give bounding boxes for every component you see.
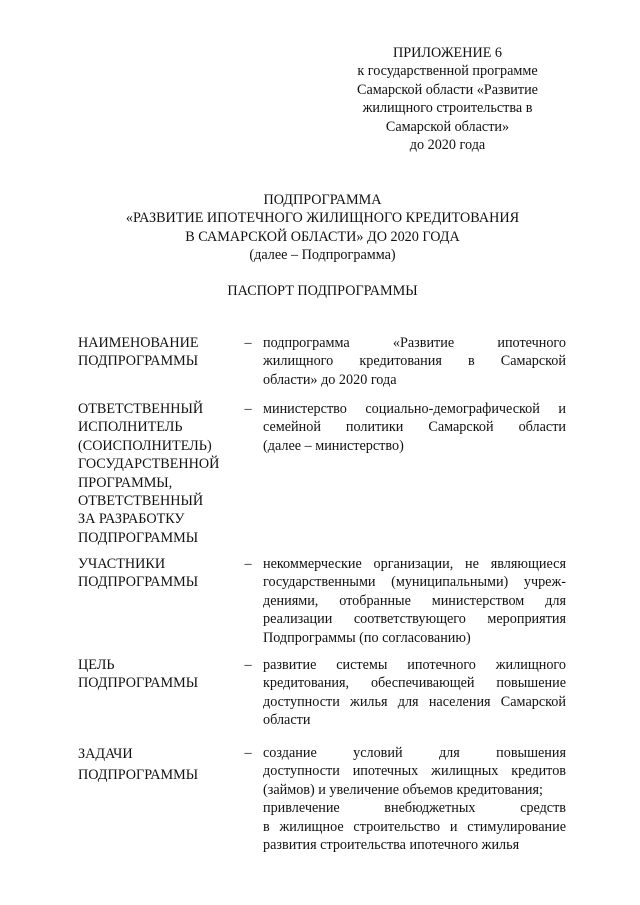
row-value-line: (далее – министерство) xyxy=(263,437,404,454)
row-label xyxy=(78,656,238,693)
row-dash: – xyxy=(244,335,252,351)
row-label-line: ЗА РАЗРАБОТКУ xyxy=(78,511,185,528)
row-label-line: ЗАДАЧИ xyxy=(78,746,133,762)
row-value-line: (займов) и увеличение объемов кредитования; xyxy=(263,781,543,798)
row-value-line: государственными (муниципальными) учреж- xyxy=(263,574,566,591)
row-value-line: развитие системы ипотечного жилищного xyxy=(263,657,566,673)
row-value-line: доступности жилья для населения Самарской xyxy=(263,693,566,710)
row-value-line: области xyxy=(263,712,311,729)
row-label-line: ПОДПРОГРАММЫ xyxy=(78,767,199,783)
row-label xyxy=(78,400,238,547)
row-dash: – xyxy=(244,401,252,417)
row-value-line: доступности ипотечных жилищных кредитов xyxy=(263,763,566,780)
row-label xyxy=(78,334,238,371)
row-value-line: министерство социально-демографической и xyxy=(263,401,566,417)
annex-line: Самарской области «Развитие xyxy=(357,81,538,98)
row-label-line: ПОДПРОГРАММЫ xyxy=(78,353,199,370)
annex-line: Самарской области» xyxy=(385,118,510,135)
row-value-line: реализации соответствующего мероприятия xyxy=(263,611,566,628)
row-value xyxy=(263,744,566,854)
row-label-line: НАИМЕНОВАНИЕ xyxy=(78,335,199,351)
row-value-line: дениями, отобранные министерством для xyxy=(263,592,566,609)
row-value xyxy=(263,555,566,647)
row-label-line: ЦЕЛЬ xyxy=(78,657,115,673)
row-dash: – xyxy=(244,556,252,572)
annex-line: к государственной программе xyxy=(357,63,538,80)
row-value-line: семейной политики Самарской области xyxy=(263,419,566,436)
row-label xyxy=(78,555,238,592)
row-label-line: ОТВЕТСТВЕННЫЙ xyxy=(78,401,204,417)
row-label-line: УЧАСТНИКИ xyxy=(78,556,166,572)
passport-heading: ПАСПОРТ ПОДПРОГРАММЫ xyxy=(227,283,418,299)
title-line: ПОДПРОГРАММА xyxy=(263,192,382,208)
row-value-line: в жилищное строительство и стимулирование xyxy=(263,818,566,835)
row-value-line: Подпрограммы (по согласованию) xyxy=(263,629,471,646)
row-dash: – xyxy=(244,745,252,761)
row-value xyxy=(263,334,566,389)
row-label-line: ПОДПРОГРАММЫ xyxy=(78,529,199,546)
annex-line: жилищного строительства в xyxy=(362,100,533,117)
row-label-line: ПОДПРОГРАММЫ xyxy=(78,675,199,692)
row-value-line: жилищного кредитования в Самарской xyxy=(263,353,566,370)
document-title xyxy=(80,191,565,265)
row-value-line: некоммерческие организации, не являющиеся xyxy=(263,556,566,572)
row-value xyxy=(263,656,566,730)
title-line: (далее – Подпрограмма) xyxy=(249,247,396,264)
row-value-line: создание условий для повышения xyxy=(263,745,566,761)
row-label-line: ГОСУДАРСТВЕННОЙ xyxy=(78,456,220,473)
row-label-line: ИСПОЛНИТЕЛЬ xyxy=(78,419,183,436)
row-dash: – xyxy=(244,657,252,673)
annex-line: до 2020 года xyxy=(409,137,486,154)
title-line: В САМАРСКОЙ ОБЛАСТИ» ДО 2020 ГОДА xyxy=(185,228,460,245)
annex-line: ПРИЛОЖЕНИЕ 6 xyxy=(392,45,503,61)
row-value-line: области» до 2020 года xyxy=(263,371,397,388)
row-label-line: (СОИСПОЛНИТЕЛЬ) xyxy=(78,437,212,454)
row-label-line: ОТВЕТСТВЕННЫЙ xyxy=(78,493,204,510)
row-value xyxy=(263,400,566,455)
row-value-line: кредитования, обеспечивающей повышение xyxy=(263,675,566,692)
row-value-line: развития строительства ипотечного жилья xyxy=(263,837,520,854)
title-line: «РАЗВИТИЕ ИПОТЕЧНОГО ЖИЛИЩНОГО КРЕДИТОВАНИЯ xyxy=(125,210,520,227)
row-value-line: подпрограмма «Развитие ипотечного xyxy=(263,335,566,351)
row-value-line: привлечение внебюджетных средств xyxy=(263,800,566,817)
row-label xyxy=(78,744,238,786)
row-label-line: ПРОГРАММЫ, xyxy=(78,474,173,491)
annex-header xyxy=(345,44,550,154)
row-label-line: ПОДПРОГРАММЫ xyxy=(78,574,199,591)
